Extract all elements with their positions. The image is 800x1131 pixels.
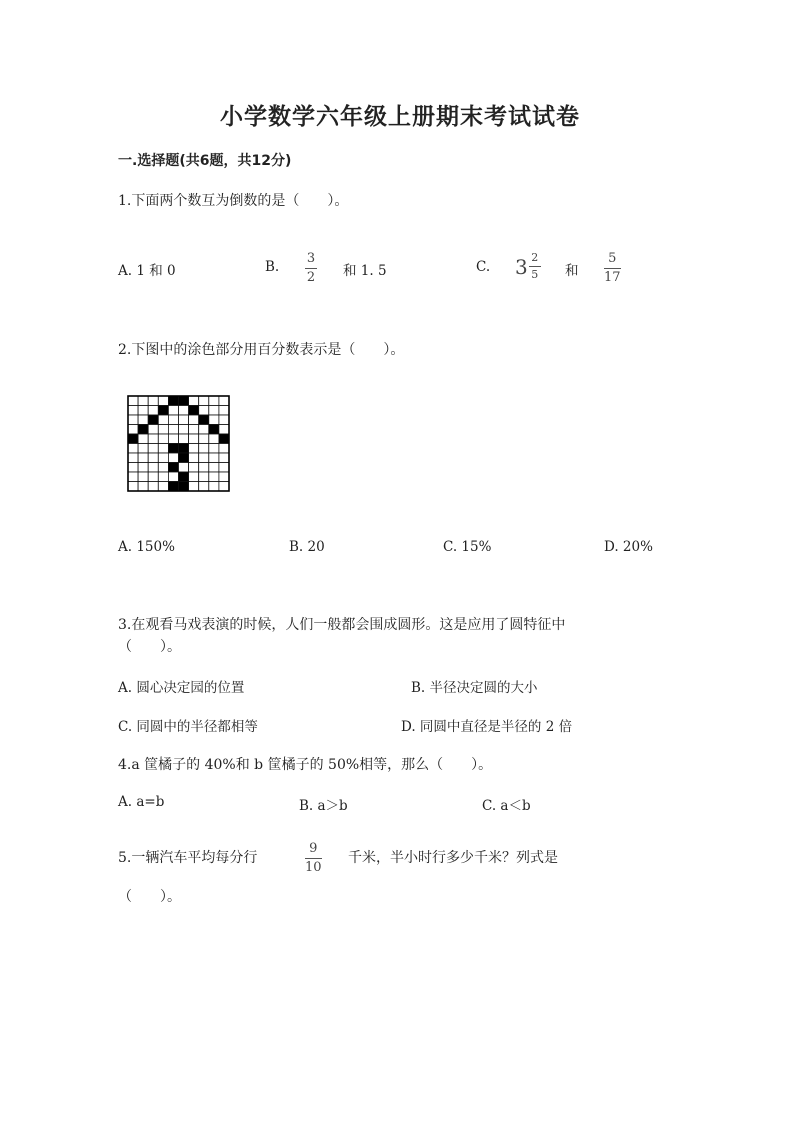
grid-cell-shaded xyxy=(168,396,178,406)
grid-cell xyxy=(209,415,219,425)
grid-cell-shaded xyxy=(179,472,189,482)
grid-cell xyxy=(179,463,189,473)
q3-option-a: A. 圆心决定园的位置 xyxy=(118,680,245,696)
grid-cell xyxy=(199,482,209,492)
question-5-text-line2: （ ）。 xyxy=(118,889,181,905)
grid-cell xyxy=(199,406,209,416)
fraction-bar xyxy=(305,858,322,859)
grid-cell xyxy=(189,463,199,473)
grid-cell xyxy=(199,463,209,473)
grid-cell-shaded xyxy=(199,415,209,425)
grid-cell xyxy=(148,406,158,416)
grid-cell xyxy=(219,425,229,435)
question-2-text: 2.下图中的涂色部分用百分数表示是（ ）。 xyxy=(118,342,405,358)
q1-option-b-label: B. xyxy=(265,259,280,275)
grid-cell-shaded xyxy=(209,425,219,435)
grid-cell xyxy=(199,434,209,444)
q2-option-b: B. 20 xyxy=(289,539,325,555)
q4-option-c: C. a＜b xyxy=(482,798,531,814)
grid-cell xyxy=(148,482,158,492)
fraction-bar xyxy=(305,268,317,269)
grid-cell xyxy=(138,482,148,492)
q1-option-c-label: C. xyxy=(476,259,491,275)
grid-cell xyxy=(138,406,148,416)
grid-cell xyxy=(209,434,219,444)
q3-option-b: B. 半径决定圆的大小 xyxy=(411,680,538,696)
grid-cell xyxy=(219,453,229,463)
grid-cell-shaded xyxy=(219,434,229,444)
fraction-bar xyxy=(604,268,621,269)
grid-cell xyxy=(138,415,148,425)
q2-option-a: A. 150% xyxy=(118,539,175,555)
grid-cell xyxy=(189,453,199,463)
q2-option-c: C. 15% xyxy=(443,539,492,555)
grid-cell xyxy=(199,444,209,454)
question-4-text: 4.a 筐橘子的 40%和 b 筐橘子的 50%相等，那么（ ）。 xyxy=(118,757,493,773)
grid-cell xyxy=(219,396,229,406)
fraction-denominator: 17 xyxy=(604,270,621,285)
section-heading: 一.选择题(共6题，共12分) xyxy=(118,153,292,169)
grid-cell-shaded xyxy=(179,444,189,454)
grid-cell xyxy=(189,396,199,406)
grid-cell xyxy=(158,482,168,492)
grid-cell-shaded xyxy=(179,453,189,463)
grid-cell xyxy=(199,472,209,482)
grid-cell xyxy=(189,472,199,482)
grid-cell xyxy=(219,415,229,425)
q1-option-a: A. 1 和 0 xyxy=(118,263,176,279)
grid-cell xyxy=(158,434,168,444)
q1-option-c-fraction xyxy=(604,252,621,285)
grid-cell-shaded xyxy=(158,406,168,416)
grid-cell xyxy=(168,406,178,416)
grid-cell xyxy=(138,453,148,463)
grid-cell xyxy=(209,396,219,406)
grid-cell xyxy=(199,425,209,435)
grid-cell xyxy=(138,434,148,444)
grid-cell xyxy=(168,453,178,463)
grid-cell xyxy=(138,463,148,473)
grid-cell xyxy=(168,415,178,425)
q3-option-d: D. 同圆中直径是半径的 2 倍 xyxy=(401,719,573,735)
grid-cell xyxy=(158,444,168,454)
q1-option-c-mixed-number xyxy=(515,252,541,281)
grid-cell xyxy=(209,482,219,492)
grid-cell xyxy=(209,444,219,454)
grid-cell xyxy=(168,425,178,435)
grid-cell-shaded xyxy=(148,415,158,425)
grid-cell xyxy=(219,463,229,473)
grid-cell xyxy=(189,415,199,425)
grid-cell xyxy=(209,406,219,416)
fraction-numerator: 9 xyxy=(309,841,318,856)
grid-cell xyxy=(179,425,189,435)
question-3-text-line2: （ ）。 xyxy=(118,639,181,655)
grid-cell-shaded xyxy=(168,482,178,492)
grid-cell xyxy=(189,444,199,454)
fraction-bar xyxy=(529,266,541,267)
grid-cell-shaded xyxy=(189,406,199,416)
q5-fraction xyxy=(305,842,322,875)
grid-cell-shaded xyxy=(128,434,138,444)
grid-cell xyxy=(138,444,148,454)
grid-cell xyxy=(138,396,148,406)
q3-option-c: C. 同圆中的半径都相等 xyxy=(118,719,258,735)
fraction-numerator: 5 xyxy=(608,251,617,266)
fraction-denominator: 5 xyxy=(531,268,539,281)
question-3-text-line1: 3.在观看马戏表演的时候，人们一般都会围成圆形。这是应用了圆特征中 xyxy=(118,617,566,633)
mixed-fraction xyxy=(529,252,541,281)
page-title: 小学数学六年级上册期末考试试卷 xyxy=(220,103,580,130)
grid-cell xyxy=(158,396,168,406)
grid-cell xyxy=(158,472,168,482)
grid-cell xyxy=(128,406,138,416)
grid-cell xyxy=(158,463,168,473)
grid-cell xyxy=(189,434,199,444)
grid-cell xyxy=(219,472,229,482)
grid-cell xyxy=(179,406,189,416)
grid-cell xyxy=(148,472,158,482)
grid-cell xyxy=(148,453,158,463)
grid-cell xyxy=(219,482,229,492)
grid-cell xyxy=(209,472,219,482)
grid-cell xyxy=(138,472,148,482)
grid-cell xyxy=(219,406,229,416)
q1-option-b-rest: 和 1. 5 xyxy=(343,263,387,279)
grid-cell xyxy=(158,425,168,435)
grid-cell xyxy=(128,425,138,435)
grid-cell xyxy=(128,463,138,473)
grid-cell xyxy=(148,444,158,454)
grid-cell xyxy=(209,463,219,473)
q2-option-d: D. 20% xyxy=(604,539,653,555)
grid-cell xyxy=(199,453,209,463)
grid-cell-shaded xyxy=(168,444,178,454)
grid-cell xyxy=(148,396,158,406)
shaded-grid-figure xyxy=(127,395,230,492)
grid-cell xyxy=(158,453,168,463)
grid-cell xyxy=(219,444,229,454)
grid-cell xyxy=(148,425,158,435)
grid-cell xyxy=(199,396,209,406)
q4-option-b: B. a＞b xyxy=(299,798,348,814)
grid-cell xyxy=(128,482,138,492)
grid-cell xyxy=(179,434,189,444)
question-5-text-suffix: 千米，半小时行多少千米？列式是 xyxy=(348,850,558,866)
grid-cell xyxy=(168,434,178,444)
grid-cell xyxy=(128,472,138,482)
question-1-text: 1.下面两个数互为倒数的是（ ）。 xyxy=(118,193,349,209)
question-5-text-prefix: 5.一辆汽车平均每分行 xyxy=(118,850,258,866)
grid-cell xyxy=(209,453,219,463)
grid-cell xyxy=(189,425,199,435)
grid-cell-shaded xyxy=(179,396,189,406)
fraction-denominator: 10 xyxy=(305,860,322,875)
grid-cell xyxy=(128,415,138,425)
mixed-whole: 3 xyxy=(515,254,528,279)
grid-cell xyxy=(168,472,178,482)
grid-cell xyxy=(148,434,158,444)
fraction-numerator: 3 xyxy=(306,251,316,266)
grid-cell-shaded xyxy=(168,463,178,473)
fraction-denominator: 2 xyxy=(306,270,316,285)
grid-cell xyxy=(179,415,189,425)
grid-cell xyxy=(158,415,168,425)
fraction-numerator: 2 xyxy=(531,251,539,264)
q1-option-b-fraction xyxy=(305,252,317,285)
grid-cell xyxy=(128,453,138,463)
grid-cell-shaded xyxy=(138,425,148,435)
grid-cell xyxy=(128,396,138,406)
grid-cell xyxy=(128,444,138,454)
grid-cell-shaded xyxy=(179,482,189,492)
q4-option-a: A. a=b xyxy=(118,794,165,810)
grid-cell xyxy=(148,463,158,473)
q1-option-c-and: 和 xyxy=(565,263,579,279)
grid-cell xyxy=(189,482,199,492)
